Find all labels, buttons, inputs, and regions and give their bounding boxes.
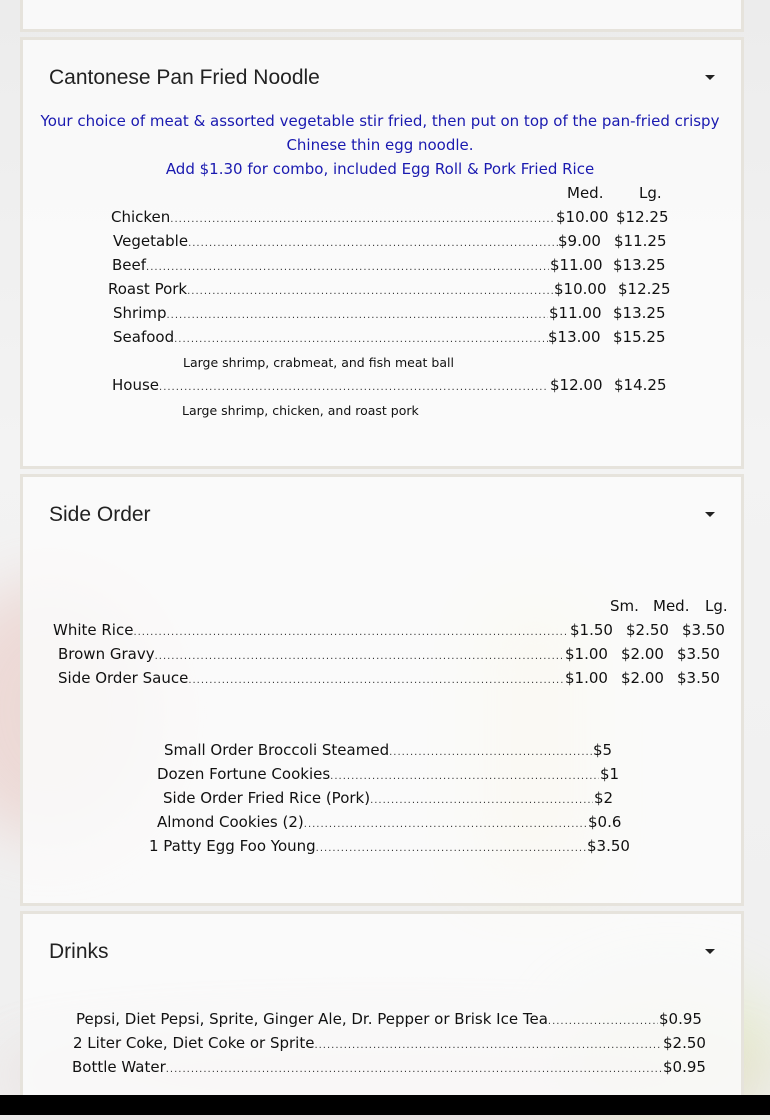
panel-title[interactable]: Side Order <box>49 503 151 526</box>
price-med: $9.00 <box>558 232 601 250</box>
item-name: Almond Cookies (2) <box>157 813 304 831</box>
bottom-bar <box>0 1095 770 1115</box>
menu-item <box>149 837 586 855</box>
item-name: Chicken <box>111 208 171 226</box>
price-lg: $3.50 <box>677 669 720 687</box>
menu-item <box>112 376 548 394</box>
price: $3.50 <box>587 837 630 855</box>
price-lg: $3.50 <box>677 645 720 663</box>
price: $2 <box>594 789 614 807</box>
menu-item <box>53 621 569 639</box>
menu-item <box>111 208 554 226</box>
item-name: Small Order Broccoli Steamed <box>164 741 390 759</box>
noodle-description: Your choice of meat & assorted vegetable stir fried, then put on top of the pan-fried crispy <box>40 112 720 130</box>
price: $0.6 <box>588 813 622 831</box>
seafood-note: Large shrimp, crabmeat, and fish meat ball <box>183 355 454 370</box>
menu-item <box>112 256 549 274</box>
price-med: $2.50 <box>626 621 669 639</box>
item-name: Beef <box>112 256 147 274</box>
item-name: Side Order Sauce <box>58 669 189 687</box>
price-med: $2.00 <box>621 669 664 687</box>
header-lg: Lg. <box>705 597 728 615</box>
price: $5 <box>593 741 613 759</box>
item-name: 2 Liter Coke, Diet Coke or Sprite <box>73 1034 315 1052</box>
price: $0.95 <box>663 1058 706 1076</box>
price-lg: $14.25 <box>614 376 667 394</box>
menu-item <box>58 669 564 687</box>
price-lg: $11.25 <box>614 232 667 250</box>
header-lg: Lg. <box>639 184 662 202</box>
price-lg: $12.25 <box>616 208 669 226</box>
header-med: Med. <box>653 597 690 615</box>
noodle-description-2: Chinese thin egg noodle. <box>286 136 474 154</box>
price-lg: $3.50 <box>682 621 725 639</box>
item-name: Side Order Fried Rice (Pork) <box>163 789 371 807</box>
previous-panel <box>20 0 744 32</box>
chevron-down-icon[interactable] <box>705 512 715 517</box>
price: $1 <box>600 765 620 783</box>
menu-item <box>58 645 564 663</box>
price-sm: $1.50 <box>570 621 613 639</box>
item-name: House <box>112 376 160 394</box>
price-med: $12.00 <box>550 376 603 394</box>
header-med: Med. <box>567 184 604 202</box>
price-med: $11.00 <box>549 304 602 322</box>
price-med: $13.00 <box>548 328 601 346</box>
menu-item <box>76 1010 658 1028</box>
price-lg: $13.25 <box>613 304 666 322</box>
price-lg: $12.25 <box>618 280 671 298</box>
price-med: $10.00 <box>556 208 609 226</box>
chevron-down-icon[interactable] <box>705 75 715 80</box>
panel-title[interactable]: Drinks <box>49 940 109 963</box>
house-note: Large shrimp, chicken, and roast pork <box>182 403 419 418</box>
header-sm: Sm. <box>610 597 639 615</box>
combo-note: Add $1.30 for combo, included Egg Roll & Pork Fried Rice <box>165 160 595 178</box>
menu-item <box>164 741 592 759</box>
menu-item <box>113 232 558 250</box>
menu-item <box>157 813 587 831</box>
item-name: Brown Gravy <box>58 645 155 663</box>
price-sm: $1.00 <box>565 645 608 663</box>
price-med: $2.00 <box>621 645 664 663</box>
item-name: Roast Pork <box>108 280 188 298</box>
item-name: Pepsi, Diet Pepsi, Sprite, Ginger Ale, Dr. Pepper or Brisk Ice Tea <box>76 1010 548 1028</box>
menu-item <box>113 304 548 322</box>
item-name: Vegetable <box>113 232 189 250</box>
menu-item <box>157 765 599 783</box>
price-sm: $1.00 <box>565 669 608 687</box>
item-name: White Rice <box>53 621 134 639</box>
price-lg: $13.25 <box>613 256 666 274</box>
panel-title[interactable]: Cantonese Pan Fried Noodle <box>49 66 320 89</box>
item-name: Dozen Fortune Cookies <box>157 765 331 783</box>
price-med: $11.00 <box>550 256 603 274</box>
menu-item <box>113 328 548 346</box>
item-name: Shrimp <box>113 304 167 322</box>
item-name: Bottle Water <box>72 1058 166 1076</box>
menu-item <box>163 789 593 807</box>
chevron-down-icon[interactable] <box>705 949 715 954</box>
price: $0.95 <box>659 1010 702 1028</box>
item-name: Seafood <box>113 328 175 346</box>
price: $2.50 <box>663 1034 706 1052</box>
item-name: 1 Patty Egg Foo Young <box>149 837 316 855</box>
menu-item <box>108 280 553 298</box>
menu-item <box>72 1058 662 1076</box>
menu-item <box>73 1034 662 1052</box>
price-med: $10.00 <box>554 280 607 298</box>
price-lg: $15.25 <box>613 328 666 346</box>
